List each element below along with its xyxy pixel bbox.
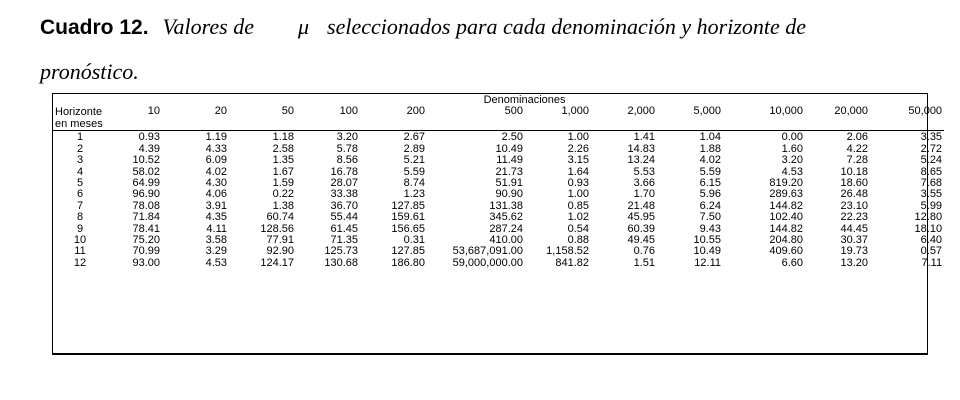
value-cell: 0.57 (920, 246, 943, 258)
value-cell: 4.30 (205, 178, 227, 190)
value-cell: 28.07 (330, 178, 358, 190)
value-cell: 131.38 (489, 200, 523, 212)
value-cell: 128.56 (260, 223, 294, 235)
value-cell: 0.31 (403, 235, 425, 247)
value-cell: 1.59 (272, 178, 294, 190)
value-cell: 5.53 (633, 166, 655, 178)
value-cell: 1.60 (781, 143, 803, 155)
table-row (53, 212, 944, 223)
column-header: 5,000 (693, 106, 721, 118)
column-header-row (53, 106, 944, 131)
table-row (53, 167, 944, 178)
value-cell: 49.45 (627, 235, 655, 247)
value-cell: 159.61 (391, 212, 425, 224)
table-row (53, 178, 944, 189)
horizon-cell: 3 (76, 155, 84, 167)
value-cell: 410.00 (489, 235, 523, 247)
horizon-cell: 6 (76, 189, 84, 201)
value-cell: 5.78 (336, 143, 358, 155)
value-cell: 18.10 (914, 223, 943, 235)
column-header: 500 (504, 106, 523, 118)
value-cell: 819.20 (769, 178, 803, 190)
table-row (53, 189, 944, 200)
value-cell: 6.60 (781, 257, 803, 269)
value-cell: 71.35 (330, 235, 358, 247)
value-cell: 1.64 (567, 166, 589, 178)
value-cell: 124.17 (260, 257, 294, 269)
value-cell: 8.65 (920, 166, 943, 178)
column-header: 20,000 (834, 106, 868, 118)
value-cell: 125.73 (324, 246, 358, 258)
value-cell: 127.85 (391, 246, 425, 258)
value-cell: 2.26 (567, 143, 589, 155)
column-header: 20 (214, 106, 227, 118)
table-caption (40, 12, 920, 87)
value-cell: 345.62 (489, 212, 523, 224)
value-cell: 77.91 (266, 235, 294, 247)
value-cell: 12.11 (694, 257, 721, 269)
value-cell: 0.85 (567, 200, 589, 212)
value-cell: 0.76 (633, 246, 655, 258)
value-cell: 75.20 (132, 235, 160, 247)
value-cell: 21.73 (495, 166, 523, 178)
value-cell: 92.90 (266, 246, 294, 258)
horizon-cell: 1 (76, 131, 84, 144)
value-cell: 59,000,000.00 (452, 257, 523, 269)
value-cell: 7.50 (699, 212, 721, 224)
value-cell: 53,687,091.00 (452, 246, 523, 258)
column-header: 50,000 (908, 106, 943, 118)
caption-line-1 (40, 12, 920, 43)
value-cell: 0.54 (567, 223, 589, 235)
value-cell: 51.91 (495, 178, 523, 190)
value-cell: 1.41 (633, 131, 655, 144)
caption-text-after: seleccionados para cada denominación y horizonte de (327, 14, 807, 39)
value-cell: 3.91 (205, 200, 227, 212)
value-cell: 4.02 (205, 166, 227, 178)
value-cell: 0.00 (781, 131, 803, 144)
value-cell: 5.24 (920, 155, 943, 167)
value-cell: 1.00 (567, 131, 589, 144)
value-cell: 3.58 (205, 235, 227, 247)
value-cell: 6.24 (699, 200, 721, 212)
value-cell: 5.59 (699, 166, 721, 178)
column-header: 50 (281, 106, 294, 118)
value-cell: 1.51 (633, 257, 655, 269)
horizon-cell: 8 (76, 212, 84, 224)
value-cell: 1.23 (403, 189, 425, 201)
value-cell: 127.85 (391, 200, 425, 212)
horizon-cell: 11 (74, 246, 86, 258)
value-cell: 4.53 (205, 257, 227, 269)
value-cell: 4.11 (206, 223, 227, 235)
value-cell: 289.63 (769, 189, 803, 201)
value-cell: 1.04 (699, 131, 721, 144)
value-cell: 3.20 (336, 131, 358, 144)
value-cell: 12.80 (914, 212, 943, 224)
value-cell: 1.88 (699, 143, 721, 155)
horizon-cell: 2 (76, 143, 84, 155)
value-cell: 71.84 (132, 212, 160, 224)
value-cell: 5.99 (920, 200, 943, 212)
value-cell: 9.43 (699, 223, 721, 235)
value-cell: 2.67 (403, 131, 425, 144)
value-cell: 4.35 (205, 212, 227, 224)
value-cell: 144.82 (769, 223, 803, 235)
value-cell: 96.90 (132, 189, 160, 201)
value-cell: 16.78 (330, 166, 358, 178)
value-cell: 2.72 (920, 143, 943, 155)
column-header: 200 (406, 106, 425, 118)
value-cell: 1.35 (272, 155, 294, 167)
value-cell: 4.02 (699, 155, 721, 167)
value-cell: 1.18 (272, 131, 294, 144)
value-cell: 18.60 (840, 178, 868, 190)
value-cell: 7.11 (921, 257, 943, 269)
mu-values-table (53, 94, 944, 269)
column-header: 2,000 (627, 106, 655, 118)
value-cell: 6.15 (699, 178, 721, 190)
value-cell: 409.60 (769, 246, 803, 258)
value-cell: 19.73 (840, 246, 868, 258)
value-cell: 4.22 (846, 143, 868, 155)
value-cell: 58.02 (132, 166, 160, 178)
value-cell: 5.96 (699, 189, 721, 201)
value-cell: 3.35 (920, 131, 943, 144)
value-cell: 10.49 (495, 143, 523, 155)
value-cell: 3.20 (781, 155, 803, 167)
value-cell: 10.49 (693, 246, 721, 258)
value-cell: 70.99 (132, 246, 160, 258)
value-cell: 3.66 (633, 178, 655, 190)
value-cell: 0.22 (272, 189, 294, 201)
column-header: 1,000 (561, 106, 589, 118)
value-cell: 156.65 (391, 223, 425, 235)
value-cell: 2.58 (272, 143, 294, 155)
value-cell: 6.40 (920, 235, 943, 247)
value-cell: 1.19 (205, 131, 227, 144)
column-header: 100 (339, 106, 358, 118)
value-cell: 186.80 (391, 257, 425, 269)
value-cell: 7.28 (846, 155, 868, 167)
table-row (53, 155, 944, 166)
value-cell: 5.59 (403, 166, 425, 178)
caption-label: Cuadro 12. (40, 16, 149, 39)
value-cell: 55.44 (330, 212, 358, 224)
value-cell: 11.49 (496, 155, 523, 167)
table-row (53, 131, 944, 144)
value-cell: 102.40 (769, 212, 803, 224)
value-cell: 10.18 (840, 166, 868, 178)
value-cell: 6.09 (205, 155, 227, 167)
value-cell: 30.37 (840, 235, 868, 247)
value-cell: 0.93 (567, 178, 589, 190)
value-cell: 78.08 (132, 200, 160, 212)
value-cell: 3.15 (567, 155, 589, 167)
table-row (53, 258, 944, 269)
horizon-cell: 5 (76, 178, 84, 190)
horizon-cell: 12 (73, 257, 87, 269)
value-cell: 60.39 (627, 223, 655, 235)
caption-text-before: Valores de (162, 14, 254, 39)
value-cell: 1.00 (567, 189, 589, 201)
horizon-cell: 10 (73, 235, 87, 247)
value-cell: 5.21 (403, 155, 425, 167)
value-cell: 78.41 (132, 223, 160, 235)
table-row (53, 224, 944, 235)
horizon-cell: 9 (76, 223, 84, 235)
group-header-row (53, 94, 944, 106)
value-cell: 64.99 (132, 178, 160, 190)
value-cell: 4.39 (138, 143, 160, 155)
value-cell: 61.45 (330, 223, 358, 235)
value-cell: 7.68 (920, 178, 943, 190)
value-cell: 45.95 (627, 212, 655, 224)
value-cell: 2.50 (501, 131, 523, 144)
value-cell: 8.56 (336, 155, 358, 167)
value-cell: 2.89 (403, 143, 425, 155)
value-cell: 23.10 (840, 200, 868, 212)
value-cell: 22.23 (840, 212, 868, 224)
value-cell: 93.00 (132, 257, 160, 269)
value-cell: 841.82 (555, 257, 589, 269)
value-cell: 1.67 (272, 166, 294, 178)
table-row (53, 144, 944, 155)
value-cell: 10.55 (693, 235, 721, 247)
value-cell: 13.24 (627, 155, 655, 167)
mu-symbol: μ (297, 14, 310, 39)
value-cell: 2.06 (846, 131, 868, 144)
value-cell: 4.53 (781, 166, 803, 178)
value-cell: 10.52 (132, 155, 160, 167)
value-cell: 0.88 (567, 235, 589, 247)
horizon-cell: 7 (76, 200, 84, 212)
value-cell: 0.93 (138, 131, 160, 144)
value-cell: 33.38 (330, 189, 358, 201)
value-cell: 4.06 (205, 189, 227, 201)
value-cell: 1.38 (272, 200, 294, 212)
value-cell: 287.24 (489, 223, 523, 235)
caption-line-2: pronóstico. (40, 59, 139, 84)
value-cell: 1.70 (633, 189, 655, 201)
value-cell: 13.20 (840, 257, 868, 269)
value-cell: 1,158.52 (546, 246, 589, 258)
value-cell: 130.68 (324, 257, 358, 269)
value-cell: 90.90 (495, 189, 523, 201)
value-cell: 3.29 (205, 246, 227, 258)
data-table-frame (52, 93, 943, 355)
value-cell: 26.48 (840, 189, 868, 201)
horizon-cell: 4 (76, 166, 84, 178)
table-body (53, 131, 944, 269)
value-cell: 3.55 (920, 189, 943, 201)
column-header: 10 (147, 106, 160, 118)
denominations-header: Denominaciones (483, 94, 566, 106)
value-cell: 204.80 (769, 235, 803, 247)
row-header-label: Horizonte en meses (55, 106, 103, 131)
table-row (53, 201, 944, 212)
value-cell: 44.45 (840, 223, 868, 235)
table-row (53, 246, 944, 257)
value-cell: 60.74 (266, 212, 294, 224)
column-header: 10,000 (769, 106, 803, 118)
value-cell: 4.33 (205, 143, 227, 155)
value-cell: 36.70 (330, 200, 358, 212)
table-row (53, 235, 944, 246)
value-cell: 21.48 (627, 200, 655, 212)
value-cell: 1.02 (567, 212, 589, 224)
value-cell: 8.74 (403, 178, 425, 190)
value-cell: 14.83 (627, 143, 655, 155)
value-cell: 144.82 (769, 200, 803, 212)
